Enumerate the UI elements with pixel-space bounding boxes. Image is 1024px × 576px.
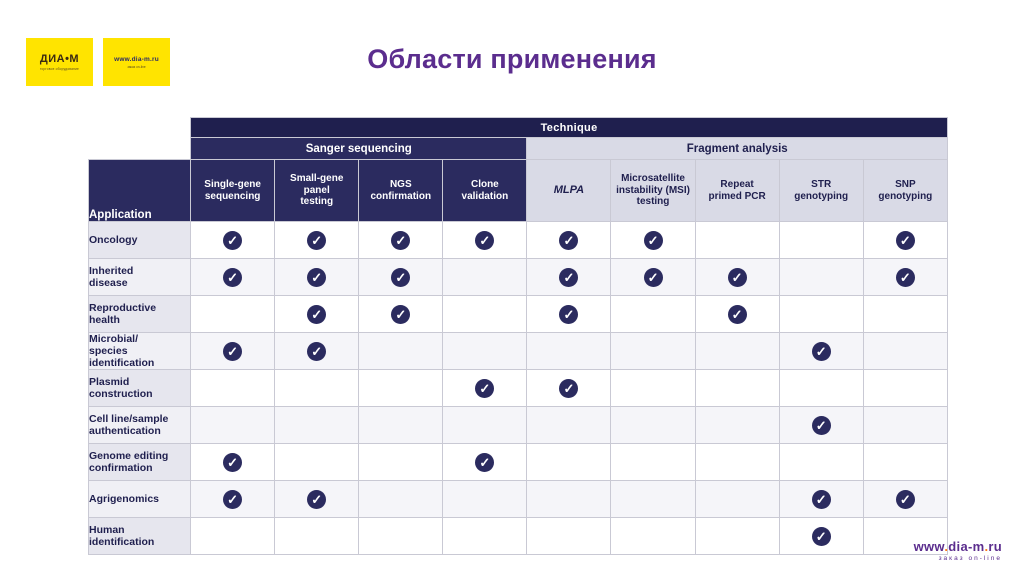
cell-empty	[611, 333, 695, 370]
check-icon	[307, 342, 326, 361]
cell-checked	[611, 259, 695, 296]
cell-checked	[275, 333, 359, 370]
check-icon	[391, 268, 410, 287]
column-header-small-gene-panel-testing: Small-gene panel testing	[275, 160, 359, 222]
check-icon	[812, 416, 831, 435]
cell-checked	[191, 333, 275, 370]
cell-empty	[695, 222, 779, 259]
cell-checked	[191, 481, 275, 518]
cell-empty	[611, 407, 695, 444]
footer-url-prefix: www	[913, 539, 945, 554]
cell-empty	[779, 259, 863, 296]
cell-checked	[275, 296, 359, 333]
cell-empty	[359, 518, 443, 555]
cell-empty	[779, 222, 863, 259]
cell-empty	[611, 481, 695, 518]
check-icon	[223, 490, 242, 509]
cell-checked	[443, 222, 527, 259]
matrix-table	[88, 117, 948, 555]
row-label: Oncology	[89, 222, 191, 259]
cell-checked	[275, 222, 359, 259]
check-icon	[223, 231, 242, 250]
check-icon	[475, 379, 494, 398]
cell-empty	[275, 407, 359, 444]
check-icon	[559, 268, 578, 287]
footer-subtitle: заказ on-line	[938, 555, 1002, 562]
check-icon	[223, 453, 242, 472]
row-label: Cell line/sample authentication	[89, 407, 191, 444]
check-icon	[896, 490, 915, 509]
cell-checked	[191, 444, 275, 481]
cell-empty	[359, 407, 443, 444]
cell-empty	[527, 444, 611, 481]
diam-logo-subtext: торговое оборудование	[39, 67, 80, 71]
cell-checked	[527, 222, 611, 259]
check-icon	[307, 231, 326, 250]
row-label: Plasmid construction	[89, 370, 191, 407]
diam-url-logo-subtext: заказ on-line	[127, 64, 146, 69]
cell-empty	[275, 444, 359, 481]
check-icon	[307, 490, 326, 509]
table-row	[89, 222, 948, 259]
row-label: Inherited disease	[89, 259, 191, 296]
cell-checked	[527, 296, 611, 333]
check-icon	[644, 268, 663, 287]
footer-url-dot2: .	[984, 539, 989, 554]
technique-header-row	[89, 118, 948, 138]
cell-checked	[359, 222, 443, 259]
cell-empty	[863, 407, 947, 444]
cell-empty	[443, 333, 527, 370]
cell-checked	[863, 481, 947, 518]
footer	[914, 539, 1002, 562]
cell-empty	[695, 481, 779, 518]
cell-empty	[863, 333, 947, 370]
cell-empty	[275, 518, 359, 555]
row-label: Genome editing confirmation	[89, 444, 191, 481]
cell-empty	[863, 370, 947, 407]
cell-checked	[443, 370, 527, 407]
cell-empty	[359, 370, 443, 407]
check-icon	[475, 453, 494, 472]
cell-checked	[443, 444, 527, 481]
cell-empty	[443, 296, 527, 333]
cell-checked	[863, 222, 947, 259]
check-icon	[391, 231, 410, 250]
table-row	[89, 333, 948, 370]
cell-checked	[527, 370, 611, 407]
check-icon	[475, 231, 494, 250]
cell-checked	[779, 407, 863, 444]
column-header-repeat-primed-pcr: Repeat primed PCR	[695, 160, 779, 222]
cell-checked	[695, 296, 779, 333]
row-label: Human identification	[89, 518, 191, 555]
diam-logo-text: ДИА•М	[39, 53, 80, 65]
application-header: Application	[89, 160, 191, 222]
cell-empty	[527, 481, 611, 518]
footer-url-mid: dia-m	[948, 539, 985, 554]
cell-checked	[611, 222, 695, 259]
cell-empty	[863, 444, 947, 481]
cell-empty	[191, 407, 275, 444]
cell-checked	[863, 259, 947, 296]
check-icon	[223, 342, 242, 361]
row-label: Reproductive health	[89, 296, 191, 333]
check-icon	[559, 379, 578, 398]
cell-empty	[359, 481, 443, 518]
cell-checked	[359, 259, 443, 296]
cell-checked	[191, 222, 275, 259]
page-title: Области применения	[367, 44, 657, 74]
check-icon	[559, 231, 578, 250]
row-label: Microbial/ species identification	[89, 333, 191, 370]
check-icon	[812, 527, 831, 546]
cell-empty	[611, 370, 695, 407]
column-header-msi-testing: Microsatellite instability (MSI) testing	[611, 160, 695, 222]
cell-checked	[191, 259, 275, 296]
cell-checked	[275, 259, 359, 296]
cell-empty	[443, 481, 527, 518]
check-icon	[559, 305, 578, 324]
cell-empty	[695, 370, 779, 407]
cell-empty	[779, 370, 863, 407]
cell-empty	[863, 296, 947, 333]
table-row	[89, 296, 948, 333]
cell-checked	[527, 259, 611, 296]
cell-empty	[611, 444, 695, 481]
matrix-body	[89, 222, 948, 555]
cell-empty	[527, 333, 611, 370]
cell-checked	[695, 259, 779, 296]
check-icon	[896, 231, 915, 250]
cell-empty	[695, 444, 779, 481]
check-icon	[728, 305, 747, 324]
group-header-fragment: Fragment analysis	[527, 138, 948, 160]
column-header-snp-genotyping: SNP genotyping	[863, 160, 947, 222]
check-icon	[223, 268, 242, 287]
cell-checked	[779, 481, 863, 518]
cell-checked	[359, 296, 443, 333]
column-header-mlpa: MLPA	[527, 160, 611, 222]
check-icon	[391, 305, 410, 324]
cell-checked	[779, 518, 863, 555]
cell-empty	[779, 296, 863, 333]
cell-checked	[779, 333, 863, 370]
check-icon	[728, 268, 747, 287]
cell-empty	[527, 518, 611, 555]
cell-empty	[443, 259, 527, 296]
row-label: Agrigenomics	[89, 481, 191, 518]
cell-empty	[191, 370, 275, 407]
column-header-row	[89, 160, 948, 222]
matrix-header	[89, 118, 948, 222]
footer-url[interactable]	[914, 539, 1002, 554]
application-matrix	[88, 117, 948, 555]
footer-url-dot1: .	[944, 539, 949, 554]
column-header-ngs-confirmation: NGS confirmation	[359, 160, 443, 222]
group-header-sanger: Sanger sequencing	[191, 138, 527, 160]
check-icon	[812, 342, 831, 361]
footer-url-suffix: ru	[988, 539, 1002, 554]
cell-empty	[359, 444, 443, 481]
cell-empty	[359, 333, 443, 370]
cell-empty	[443, 407, 527, 444]
column-header-single-gene-sequencing: Single-gene sequencing	[191, 160, 275, 222]
table-row	[89, 370, 948, 407]
table-row	[89, 518, 948, 555]
cell-empty	[695, 518, 779, 555]
column-header-str-genotyping: STR genotyping	[779, 160, 863, 222]
check-icon	[307, 305, 326, 324]
cell-empty	[275, 370, 359, 407]
corner-blank-cell	[89, 118, 191, 138]
cell-empty	[779, 444, 863, 481]
diam-url-logo-text: www.dia-m.ru	[114, 55, 159, 63]
cell-empty	[611, 296, 695, 333]
cell-checked	[275, 481, 359, 518]
table-row	[89, 481, 948, 518]
cell-empty	[443, 518, 527, 555]
check-icon	[896, 268, 915, 287]
cell-empty	[695, 333, 779, 370]
cell-empty	[191, 296, 275, 333]
cell-empty	[527, 407, 611, 444]
corner-blank-cell-2	[89, 138, 191, 160]
group-header-row	[89, 138, 948, 160]
technique-header: Technique	[191, 118, 948, 138]
cell-empty	[611, 518, 695, 555]
check-icon	[307, 268, 326, 287]
table-row	[89, 259, 948, 296]
cell-empty	[191, 518, 275, 555]
cell-empty	[695, 407, 779, 444]
check-icon	[644, 231, 663, 250]
check-icon	[812, 490, 831, 509]
table-row	[89, 444, 948, 481]
table-row	[89, 407, 948, 444]
column-header-clone-validation: Clone validation	[443, 160, 527, 222]
